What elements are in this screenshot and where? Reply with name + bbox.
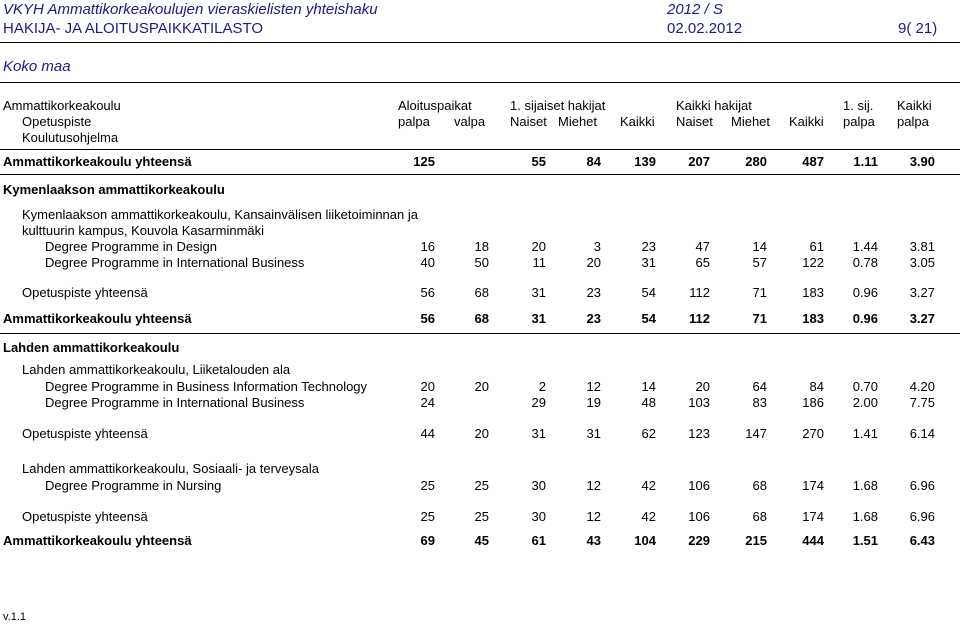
- table-cell: 57: [752, 255, 767, 270]
- table-cell: 68: [474, 285, 489, 300]
- table-cell: 55: [531, 154, 546, 169]
- table-cell: 1.68: [852, 509, 878, 524]
- table-cell: 20: [420, 379, 435, 394]
- table-cell: 3.05: [909, 255, 935, 270]
- table-row-label: Degree Programme in Design: [45, 239, 217, 254]
- col-header-amk: Ammattikorkeakoulu: [3, 98, 121, 113]
- table-cell: 112: [689, 285, 710, 300]
- table-cell: 61: [809, 239, 824, 254]
- table-cell: 0.96: [852, 285, 878, 300]
- table-cell: 61: [531, 533, 546, 548]
- table-cell: 6.43: [909, 533, 935, 548]
- site-total-row-label: Opetuspiste yhteensä: [22, 285, 148, 300]
- table-cell: 62: [641, 426, 656, 441]
- table-cell: 40: [420, 255, 435, 270]
- col-header-palpa-ratio-all: palpa: [897, 114, 929, 129]
- table-cell: 31: [531, 285, 546, 300]
- col-header-miehet-1: Miehet: [558, 114, 598, 129]
- table-cell: 3.27: [909, 285, 935, 300]
- table-cell: 147: [745, 426, 767, 441]
- table-cell: 106: [688, 478, 710, 493]
- site-name-kymenlaakso: Kymenlaakson ammattikorkeakoulu, Kansainvälisen liiketoiminnan ja: [22, 207, 418, 222]
- section-rule: [0, 174, 960, 175]
- table-cell: 3.27: [909, 311, 935, 326]
- table-cell: 3.90: [909, 154, 935, 169]
- table-cell: 229: [688, 533, 710, 548]
- table-cell: 1.11: [853, 154, 878, 169]
- section-rule: [0, 333, 960, 334]
- page-number: 9( 21): [898, 20, 938, 37]
- site-name-kymenlaakso-cont: kulttuurin kampus, Kouvola Kasarminmäki: [22, 223, 265, 238]
- table-cell: 23: [586, 285, 601, 300]
- table-cell: 54: [641, 311, 656, 326]
- table-cell: 125: [413, 154, 435, 169]
- table-cell: 45: [474, 533, 489, 548]
- table-cell: 183: [802, 285, 824, 300]
- table-cell: 84: [586, 154, 601, 169]
- table-cell: 6.96: [909, 478, 935, 493]
- table-cell: 18: [474, 239, 489, 254]
- site-total-row-label: Opetuspiste yhteensä: [22, 509, 148, 524]
- report-period: 2012 / S: [667, 1, 723, 18]
- table-cell: 174: [802, 509, 824, 524]
- report-subtitle: HAKIJA- JA ALOITUSPAIKKATILASTO: [3, 20, 264, 37]
- site-name-lahti-liiketalous: Lahden ammattikorkeakoulu, Liiketalouden ala: [22, 362, 291, 377]
- table-cell: 3.81: [909, 239, 935, 254]
- amk-name-lahti: Lahden ammattikorkeakoulu: [3, 340, 180, 355]
- col-header-opetuspiste: Opetuspiste: [22, 114, 92, 129]
- table-cell: 47: [695, 239, 710, 254]
- table-cell: 23: [641, 239, 656, 254]
- table-cell: 3: [593, 239, 601, 254]
- table-cell: 65: [695, 255, 710, 270]
- table-cell: 64: [752, 379, 767, 394]
- table-cell: 68: [474, 311, 489, 326]
- table-cell: 1.41: [852, 426, 878, 441]
- table-cell: 0.70: [852, 379, 878, 394]
- report-title: VKYH Ammattikorkeakoulujen vieraskielisten yhteishaku: [3, 1, 378, 18]
- table-cell: 186: [802, 395, 824, 410]
- table-cell: 1.51: [852, 533, 878, 548]
- col-header-naiset-2: Naiset: [676, 114, 713, 129]
- table-cell: 20: [586, 255, 601, 270]
- table-cell: 68: [752, 509, 767, 524]
- table-cell: 25: [474, 478, 489, 493]
- table-cell: 69: [420, 533, 435, 548]
- table-cell: 106: [688, 509, 710, 524]
- col-header-kaikki-2: Kaikki: [789, 114, 824, 129]
- table-cell: 444: [802, 533, 824, 548]
- table-cell: 7.75: [909, 395, 935, 410]
- table-row-label: Degree Programme in Nursing: [45, 478, 222, 493]
- table-cell: 20: [474, 379, 489, 394]
- table-cell: 123: [688, 426, 710, 441]
- table-cell: 1.68: [852, 478, 878, 493]
- col-header-all-ratio: Kaikki: [897, 98, 932, 113]
- table-cell: 207: [688, 154, 710, 169]
- amk-total-row-label: Ammattikorkeakoulu yhteensä: [3, 533, 192, 548]
- table-cell: 0.78: [852, 255, 878, 270]
- amk-total-row-label: Ammattikorkeakoulu yhteensä: [3, 311, 192, 326]
- table-cell: 30: [531, 509, 546, 524]
- table-cell: 31: [531, 311, 546, 326]
- grand-total-row-label: Ammattikorkeakoulu yhteensä: [3, 154, 192, 169]
- col-header-palpa-ratio: palpa: [843, 114, 875, 129]
- region-label: Koko maa: [3, 58, 71, 75]
- table-cell: 31: [641, 255, 656, 270]
- table-cell: 25: [420, 509, 435, 524]
- col-header-kaikki-1: Kaikki: [620, 114, 655, 129]
- table-cell: 29: [531, 395, 546, 410]
- table-cell: 104: [634, 533, 656, 548]
- table-cell: 183: [802, 311, 824, 326]
- column-header-rule: [0, 149, 960, 150]
- table-cell: 280: [745, 154, 767, 169]
- table-cell: 44: [420, 426, 435, 441]
- table-cell: 12: [586, 379, 601, 394]
- col-header-first-ratio: 1. sij.: [843, 98, 874, 113]
- table-row-label: Degree Programme in International Business: [45, 255, 305, 270]
- col-header-all-applicants: Kaikki hakijat: [676, 98, 752, 113]
- site-total-row-label: Opetuspiste yhteensä: [22, 426, 148, 441]
- version-label: v.1.1: [3, 611, 27, 623]
- table-cell: 48: [641, 395, 656, 410]
- table-cell: 2: [538, 379, 546, 394]
- table-cell: 270: [802, 426, 824, 441]
- table-cell: 71: [752, 311, 767, 326]
- table-cell: 6.96: [909, 509, 935, 524]
- table-cell: 84: [809, 379, 824, 394]
- table-cell: 54: [641, 285, 656, 300]
- table-cell: 83: [752, 395, 767, 410]
- header-rule: [0, 42, 960, 43]
- table-cell: 20: [531, 239, 546, 254]
- table-cell: 31: [531, 426, 546, 441]
- table-cell: 56: [420, 311, 435, 326]
- table-cell: 56: [420, 285, 435, 300]
- table-cell: 215: [745, 533, 767, 548]
- table-cell: 42: [641, 509, 656, 524]
- table-row-label: Degree Programme in Business Information Technology: [45, 379, 368, 394]
- table-cell: 174: [802, 478, 824, 493]
- col-header-naiset-1: Naiset: [510, 114, 547, 129]
- region-rule: [0, 82, 960, 83]
- table-cell: 14: [752, 239, 767, 254]
- table-cell: 139: [634, 154, 656, 169]
- table-cell: 42: [641, 478, 656, 493]
- table-cell: 14: [641, 379, 656, 394]
- table-cell: 19: [586, 395, 601, 410]
- col-header-aloituspaikat: Aloituspaikat: [398, 98, 472, 113]
- table-cell: 31: [586, 426, 601, 441]
- table-cell: 6.14: [909, 426, 935, 441]
- table-cell: 2.00: [852, 395, 878, 410]
- col-header-miehet-2: Miehet: [731, 114, 771, 129]
- table-cell: 23: [586, 311, 601, 326]
- report-date: 02.02.2012: [667, 20, 743, 37]
- table-cell: 487: [802, 154, 824, 169]
- table-cell: 112: [689, 311, 710, 326]
- col-header-palpa: palpa: [398, 114, 430, 129]
- table-cell: 0.96: [852, 311, 878, 326]
- table-cell: 103: [688, 395, 710, 410]
- table-cell: 50: [474, 255, 489, 270]
- col-header-valpa: valpa: [454, 114, 486, 129]
- col-header-koulutusohjelma: Koulutusohjelma: [22, 130, 119, 145]
- table-cell: 16: [420, 239, 435, 254]
- table-cell: 68: [752, 478, 767, 493]
- table-cell: 25: [420, 478, 435, 493]
- table-cell: 122: [802, 255, 824, 270]
- table-cell: 11: [532, 255, 546, 270]
- table-cell: 24: [420, 395, 435, 410]
- table-cell: 43: [586, 533, 601, 548]
- table-cell: 25: [474, 509, 489, 524]
- table-cell: 20: [474, 426, 489, 441]
- table-cell: 1.44: [852, 239, 878, 254]
- col-header-first-choice: 1. sijaiset hakijat: [510, 98, 606, 113]
- table-cell: 71: [752, 285, 767, 300]
- table-cell: 20: [695, 379, 710, 394]
- amk-name-kymenlaakso: Kymenlaakson ammattikorkeakoulu: [3, 182, 225, 197]
- table-cell: 4.20: [909, 379, 935, 394]
- table-cell: 12: [586, 478, 601, 493]
- table-cell: 12: [586, 509, 601, 524]
- table-row-label: Degree Programme in International Business: [45, 395, 305, 410]
- table-cell: 30: [531, 478, 546, 493]
- site-name-lahti-sote: Lahden ammattikorkeakoulu, Sosiaali- ja terveysala: [22, 461, 319, 476]
